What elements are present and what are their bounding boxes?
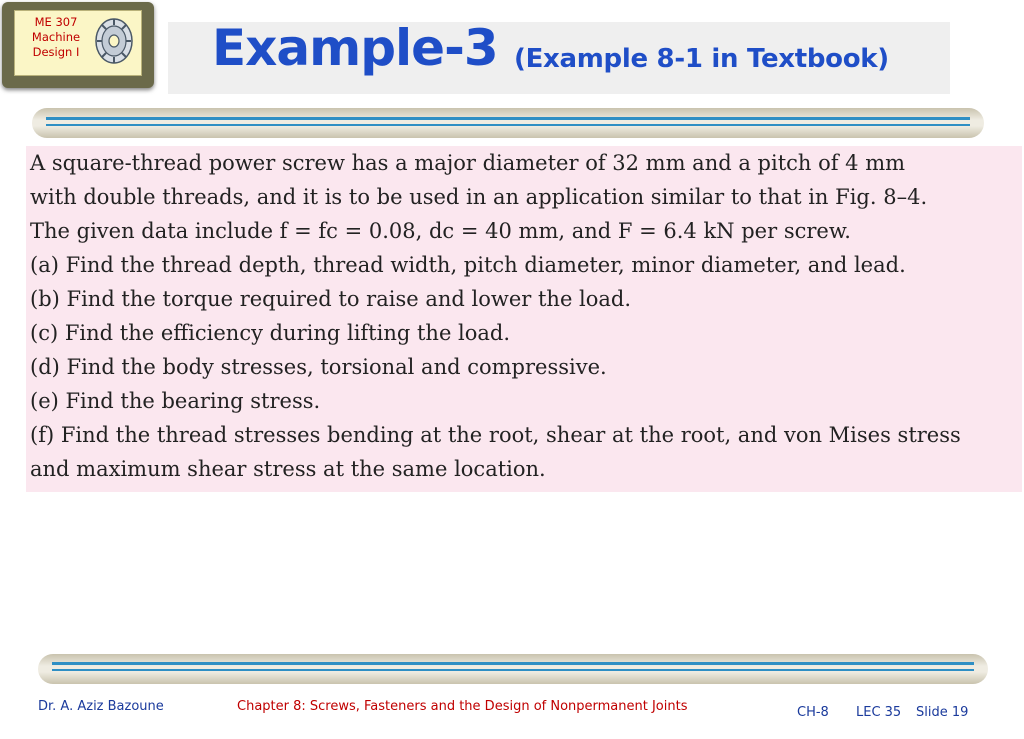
bottom-separator xyxy=(38,654,988,684)
footer-chapter: Chapter 8: Screws, Fasteners and the Design of Nonpermanent Joints xyxy=(237,699,688,714)
problem-line: and maximum shear stress at the same location. xyxy=(30,457,546,481)
gear-icon xyxy=(92,15,136,67)
problem-line: The given data include f = fc = 0.08, dc = 40 mm, and F = 6.4 kN per screw. xyxy=(30,219,851,243)
problem-line: (e) Find the bearing stress. xyxy=(30,389,321,413)
problem-line: (f) Find the thread stresses bending at the root, shear at the root, and von Mises stress xyxy=(30,423,961,447)
course-name-line1: Machine xyxy=(31,30,81,44)
problem-line: (b) Find the torque required to raise and lower the load. xyxy=(30,287,632,311)
course-badge xyxy=(2,2,154,88)
problem-line: (a) Find the thread depth, thread width, pitch diameter, minor diameter, and lead. xyxy=(30,253,906,277)
problem-statement xyxy=(26,146,1022,492)
page-subtitle: (Example 8-1 in Textbook) xyxy=(514,44,889,74)
top-separator xyxy=(32,108,984,138)
problem-line: A square-thread power screw has a major diameter of 32 mm and a pitch of 4 mm xyxy=(30,151,906,175)
page-title: Example-3 xyxy=(212,19,498,77)
footer-slide-number: Slide 19 xyxy=(916,705,969,720)
problem-line: (d) Find the body stresses, torsional and compressive. xyxy=(30,355,607,379)
top-separator-line xyxy=(46,117,970,120)
bottom-separator-line xyxy=(52,669,974,671)
problem-line: (c) Find the efficiency during lifting the load. xyxy=(30,321,511,345)
bottom-separator-line xyxy=(52,662,974,665)
course-badge-panel xyxy=(14,10,142,76)
course-code: ME 307 xyxy=(34,15,78,29)
footer-author: Dr. A. Aziz Bazoune xyxy=(38,699,164,714)
footer-lecture: LEC 35 xyxy=(856,705,902,720)
problem-line: with double threads, and it is to be used in an application similar to that in Fig. 8–4. xyxy=(30,185,928,209)
footer-chapter-number: CH-8 xyxy=(797,705,829,720)
course-name-line2: Design I xyxy=(32,45,80,59)
top-separator-line xyxy=(46,124,970,126)
